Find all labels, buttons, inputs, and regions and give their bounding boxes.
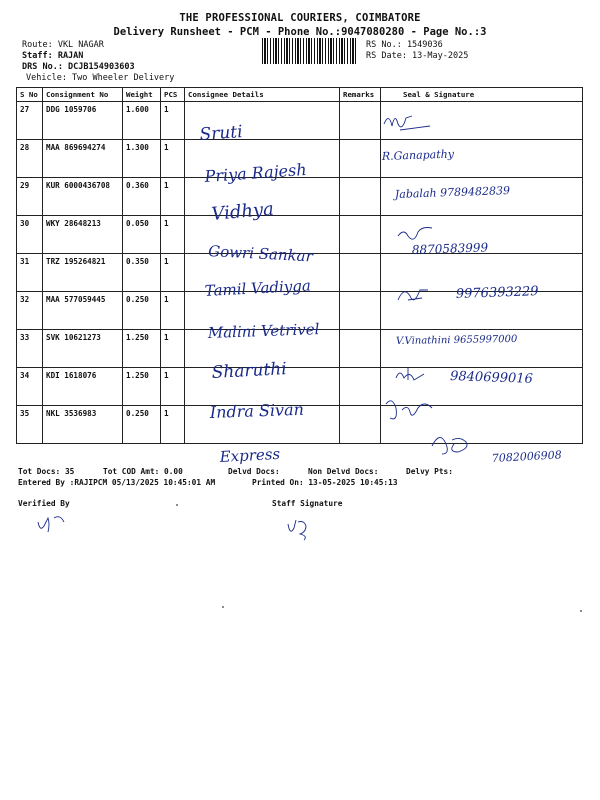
cell-signature <box>381 254 583 292</box>
cell-pcs: 1 <box>161 330 185 368</box>
cell-consignee <box>185 406 340 444</box>
total-docs: Tot Docs: 35 <box>18 467 75 476</box>
cell-sno: 28 <box>17 140 43 178</box>
verified-by-label: Verified By <box>18 499 70 508</box>
verified-by-initials <box>38 517 64 532</box>
scan-speck <box>176 504 178 506</box>
cell-weight: 0.250 <box>123 406 161 444</box>
col-signature: Seal & Signature <box>381 88 583 102</box>
hw-consignee-4: Gowri Sankar <box>207 242 314 266</box>
staff-signature-label: Staff Signature <box>272 499 343 508</box>
cell-pcs: 1 <box>161 406 185 444</box>
cell-sno: 27 <box>17 102 43 140</box>
cell-weight: 0.360 <box>123 178 161 216</box>
delivery-points: Delvy Pts: <box>406 467 453 476</box>
col-consignment: Consignment No <box>43 88 123 102</box>
col-sno: S No <box>17 88 43 102</box>
entered-by: Entered By :RAJIPCM 05/13/2025 10:45:01 AM <box>18 478 216 487</box>
cell-remarks <box>340 368 381 406</box>
cell-consignment: MAA 869694274 <box>43 140 123 178</box>
table-row <box>17 254 583 292</box>
cell-signature <box>381 330 583 368</box>
hw-consignee-3: Vidhya <box>210 198 275 225</box>
cell-sno: 35 <box>17 406 43 444</box>
vehicle-label: Vehicle: Two Wheeler Delivery <box>26 73 175 83</box>
staff-signature-initials <box>288 520 306 540</box>
drs-number: DRS No.: DCJB154903603 <box>22 62 135 72</box>
company-name: THE PROFESSIONAL COURIERS, COIMBATORE <box>179 12 421 24</box>
cell-sno: 33 <box>17 330 43 368</box>
cell-sno: 34 <box>17 368 43 406</box>
hw-consignee-7: Sharuthi <box>211 359 288 383</box>
cell-signature <box>381 140 583 178</box>
cell-signature <box>381 216 583 254</box>
non-delivered-docs: Non Delvd Docs: <box>308 467 379 476</box>
hw-consignee-5: Tamil Vadiyga <box>204 276 312 300</box>
cell-sno: 31 <box>17 254 43 292</box>
cell-sno: 29 <box>17 178 43 216</box>
cell-remarks <box>340 292 381 330</box>
cell-remarks <box>340 216 381 254</box>
hw-signature-35: 7082006908 <box>491 448 563 465</box>
hw-consignee-6: Malini Vetrivel <box>207 320 320 342</box>
hw-consignee-2: Priya Rajesh <box>203 159 308 186</box>
cell-remarks <box>340 330 381 368</box>
cell-remarks <box>340 254 381 292</box>
staff-label: Staff: RAJAN <box>22 51 84 61</box>
hw-consignee-9: Express <box>219 444 281 466</box>
rs-number: RS No.: 1549036 <box>366 40 443 50</box>
cell-remarks <box>340 178 381 216</box>
table-row <box>17 292 583 330</box>
table-row <box>17 102 583 140</box>
cell-remarks <box>340 406 381 444</box>
cell-consignment: KUR 6000436708 <box>43 178 123 216</box>
cell-remarks <box>340 102 381 140</box>
cell-weight: 1.250 <box>123 368 161 406</box>
cell-signature <box>381 368 583 406</box>
cell-consignee <box>185 330 340 368</box>
cell-signature <box>381 102 583 140</box>
cell-sno: 30 <box>17 216 43 254</box>
cell-consignment: TRZ 195264821 <box>43 254 123 292</box>
cell-sno: 32 <box>17 292 43 330</box>
cell-weight: 1.600 <box>123 102 161 140</box>
route-label: Route: VKL NAGAR <box>22 40 104 50</box>
table-row <box>17 330 583 368</box>
total-cod-amount: Tot COD Amt: 0.00 <box>103 467 183 476</box>
cell-pcs: 1 <box>161 292 185 330</box>
cell-pcs: 1 <box>161 178 185 216</box>
col-weight: Weight <box>123 88 161 102</box>
cell-weight: 0.250 <box>123 292 161 330</box>
table-row <box>17 216 583 254</box>
cell-consignee <box>185 292 340 330</box>
cell-pcs: 1 <box>161 102 185 140</box>
table-row <box>17 406 583 444</box>
scan-speck <box>580 610 582 612</box>
cell-consignment: WKY 28648213 <box>43 216 123 254</box>
table-row <box>17 140 583 178</box>
cell-consignment: DDG 1059706 <box>43 102 123 140</box>
cell-weight: 0.050 <box>123 216 161 254</box>
cell-signature <box>381 292 583 330</box>
cell-consignment: NKL 3536983 <box>43 406 123 444</box>
cell-pcs: 1 <box>161 216 185 254</box>
cell-consignment: SVK 10621273 <box>43 330 123 368</box>
runsheet-subtitle: Delivery Runsheet - PCM - Phone No.:9047080280 - Page No.:3 <box>113 26 487 38</box>
barcode <box>262 38 358 64</box>
hw-signature-28: R.Ganapathy <box>381 147 455 163</box>
cell-consignment: MAA 577059445 <box>43 292 123 330</box>
col-pcs: PCS <box>161 88 185 102</box>
table-header-row <box>17 88 583 102</box>
cell-pcs: 1 <box>161 140 185 178</box>
table-row <box>17 368 583 406</box>
cell-consignee <box>185 102 340 140</box>
cell-consignee <box>185 178 340 216</box>
printed-on: Printed On: 13-05-2025 10:45:13 <box>252 478 398 487</box>
hw-signature-33: 9840699016 <box>449 369 534 387</box>
cell-consignee <box>185 140 340 178</box>
cell-consignment: KDI 1618076 <box>43 368 123 406</box>
hw-signature-32: V.Vinathini 9655997000 <box>395 333 518 347</box>
hw-signature-29: Jabalah 9789482839 <box>394 183 511 201</box>
cell-weight: 1.250 <box>123 330 161 368</box>
cell-signature <box>381 178 583 216</box>
cell-weight: 1.300 <box>123 140 161 178</box>
hw-consignee-1: Sruti <box>198 122 244 145</box>
col-consignee: Consignee Details <box>185 88 340 102</box>
cell-consignee <box>185 368 340 406</box>
cell-signature <box>381 406 583 444</box>
cell-remarks <box>340 140 381 178</box>
table-row <box>17 178 583 216</box>
cell-weight: 0.350 <box>123 254 161 292</box>
cell-consignee <box>185 216 340 254</box>
runsheet-table <box>16 87 583 444</box>
cell-pcs: 1 <box>161 368 185 406</box>
hw-consignee-8: Indra Sivan <box>209 399 305 422</box>
rs-date: RS Date: 13-May-2025 <box>366 51 469 61</box>
cell-pcs: 1 <box>161 254 185 292</box>
hw-signature-30: 8870583999 <box>411 240 489 257</box>
delivered-docs: Delvd Docs: <box>228 467 280 476</box>
cell-consignee <box>185 254 340 292</box>
scan-speck <box>222 606 224 608</box>
col-remarks: Remarks <box>340 88 381 102</box>
hw-signature-31: 9976393229 <box>455 284 539 302</box>
